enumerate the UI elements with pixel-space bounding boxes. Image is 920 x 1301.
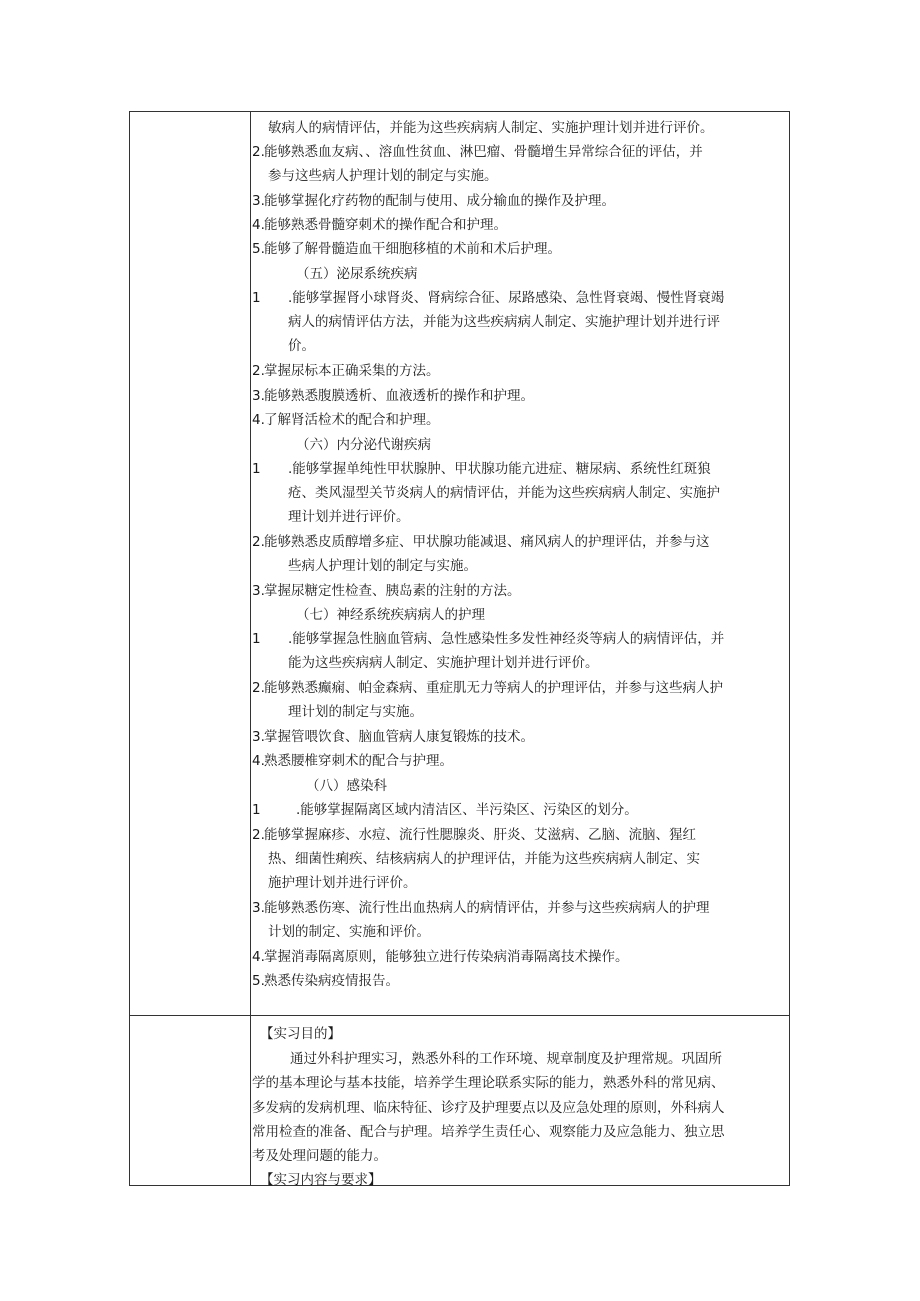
list-item: 2. 能够掌握麻疹、水痘、流行性腮腺炎、肝炎、艾滋病、乙脑、流脑、猩红 bbox=[252, 827, 696, 843]
content-heading: 【实习内容与要求】 bbox=[260, 1172, 382, 1188]
list-item: 1 .能够掌握单纯性甲状腺肿、甲状腺功能亢进症、糖尿病、系统性红斑狼 bbox=[252, 461, 711, 477]
list-item: 1 .能够掌握肾小球肾炎、肾病综合征、尿路感染、急性肾衰竭、慢性肾衰竭 bbox=[252, 290, 725, 306]
list-item: 3. 掌握管喂饮食、脑血管病人康复锻炼的技术。 bbox=[252, 729, 534, 745]
list-item: 2. 能够熟悉皮质醇增多症、甲状腺功能减退、痛风病人的护理评估，并参与这 bbox=[252, 534, 710, 550]
list-item-cont: 些病人护理计划的制定与实施。 bbox=[288, 558, 477, 574]
list-item-cont: 价。 bbox=[288, 338, 315, 354]
list-item-cont: 理计划并进行评价。 bbox=[288, 509, 410, 525]
list-item: 1 .能够掌握急性脑血管病、急性感染性多发性神经炎等病人的病情评估，并 bbox=[252, 631, 725, 647]
purpose-heading: 【实习目的】 bbox=[260, 1026, 341, 1042]
paragraph-line: 敏病人的病情评估，并能为这些疾病病人制定、实施护理计划并进行评价。 bbox=[268, 120, 714, 136]
list-item: 1 .能够掌握隔离区域内清洁区、半污染区、污染区的划分。 bbox=[252, 802, 638, 818]
paragraph-line: 多发病的发病机理、临床特征、诊疗及护理要点以及应急处理的原则，外科病人 bbox=[252, 1100, 725, 1116]
list-item: 3. 能够熟悉伤寒、流行性出血热病人的病情评估，并参与这些疾病病人的护理 bbox=[252, 900, 710, 916]
list-item: 5. 熟悉传染病疫情报告。 bbox=[252, 973, 399, 989]
list-item: 3. 掌握尿糖定性检查、胰岛素的注射的方法。 bbox=[252, 583, 521, 599]
list-item: 2. 能够熟悉血友病、、溶血性贫血、淋巴瘤、骨髓增生异常综合征的评估，并 bbox=[252, 144, 703, 160]
list-item: 3. 能够掌握化疗药物的配制与使用、成分输血的操作及护理。 bbox=[252, 193, 615, 209]
paragraph-line: 考及处理问题的能力。 bbox=[252, 1148, 387, 1164]
list-item: 5. 能够了解骨髓造血干细胞移植的术前和术后护理。 bbox=[252, 241, 561, 257]
list-item: 2. 掌握尿标本正确采集的方法。 bbox=[252, 363, 440, 379]
list-item-cont: 热、细菌性痢疾、结核病病人的护理评估，并能为这些疾病病人制定、实 bbox=[268, 851, 700, 867]
list-item-cont: 理计划的制定与实施。 bbox=[288, 704, 423, 720]
list-item: 4. 熟悉腰椎穿刺术的配合与护理。 bbox=[252, 753, 453, 769]
list-item-cont: 参与这些病人护理计划的制定与实施。 bbox=[268, 168, 498, 184]
content-table bbox=[129, 111, 790, 1186]
list-item-cont: 施护理计划并进行评价。 bbox=[268, 875, 417, 891]
column-divider bbox=[250, 112, 251, 1185]
paragraph-line: 学的基本理论与基本技能，培养学生理论联系实际的能力，熟悉外科的常见病、 bbox=[252, 1075, 725, 1091]
section-heading: （八）感染科 bbox=[306, 778, 387, 794]
list-item: 4. 掌握消毒隔离原则，能够独立进行传染病消毒隔离技术操作。 bbox=[252, 949, 629, 965]
list-item-cont: 计划的制定、实施和评价。 bbox=[268, 924, 430, 940]
list-item-cont: 能为这些疾病病人制定、实施护理计划并进行评价。 bbox=[288, 655, 599, 671]
paragraph-line: 常用检查的准备、配合与护理。培养学生责任心、观察能力及应急能力、独立思 bbox=[252, 1124, 725, 1140]
list-item-cont: 病人的病情评估方法，并能为这些疾病病人制定、实施护理计划并进行评 bbox=[288, 314, 720, 330]
section-heading: （五）泌尿系统疾病 bbox=[296, 266, 418, 282]
list-item: 4. 了解肾活检术的配合和护理。 bbox=[252, 412, 440, 428]
list-item: 2. 能够熟悉癫痫、帕金森病、重症肌无力等病人的护理评估，并参与这些病人护 bbox=[252, 680, 723, 696]
paragraph-line: 通过外科护理实习，熟悉外科的工作环境、规章制度及护理常规。巩固所 bbox=[290, 1051, 722, 1067]
section-heading: （七）神经系统疾病病人的护理 bbox=[296, 607, 485, 623]
list-item: 3. 能够熟悉腹膜透析、血液透析的操作和护理。 bbox=[252, 388, 534, 404]
list-item-cont: 疮、类风湿型关节炎病人的病情评估，并能为这些疾病病人制定、实施护 bbox=[288, 485, 720, 501]
row-divider bbox=[130, 1015, 789, 1016]
list-item: 4. 能够熟悉骨髓穿刺术的操作配合和护理。 bbox=[252, 217, 507, 233]
section-heading: （六）内分泌代谢疾病 bbox=[296, 437, 431, 453]
